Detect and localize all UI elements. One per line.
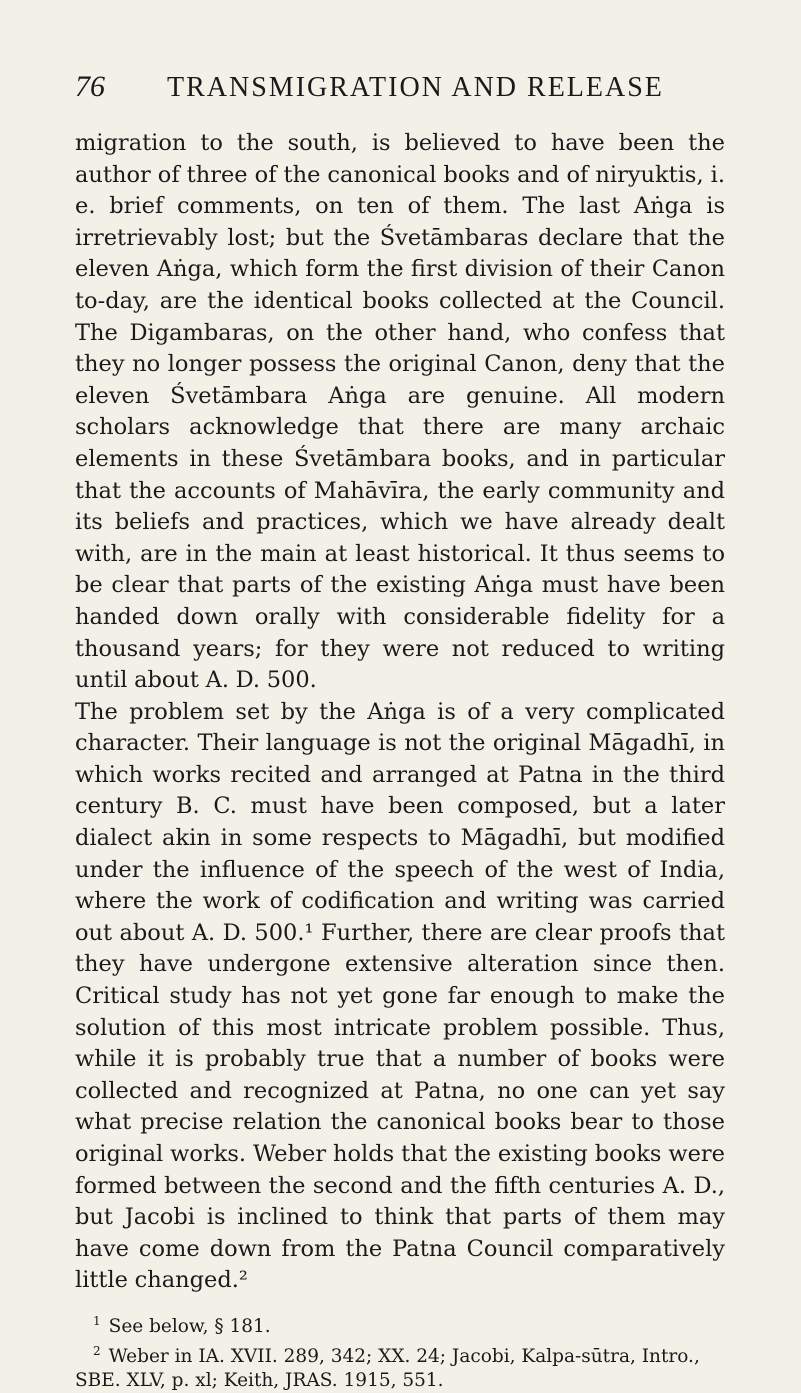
footnote-2-marker: 2	[93, 1344, 101, 1359]
body-text	[75, 128, 725, 1297]
footnote-1-marker: 1	[93, 1313, 101, 1328]
page-header	[75, 70, 725, 118]
paragraph-2: The problem set by the Aṅga is of a very complicated character. Their language is not the original Māgadhī, in which works recited and arranged at Patna in the third century B. C. must have been composed, but a later dialect akin in some respects to Māgadhī, but modified under the influence of the speech of the west of India, where the work of codification and writing was carried out about A. D. 500.¹ Further, there are clear proofs that they have undergone extensive alteration since then. Critical study has not yet gone far enough to make the solution of this most intricate problem possible. Thus, while it is probably true that a number of books were collected and recognized at Patna, no one can yet say what precise relation the canonical books bear to those original works. Weber holds that the existing books were formed between the second and the fifth centuries A. D., but Jacobi is inclined to think that parts of them may have come down from the Patna Council comparatively little changed.²	[75, 698, 725, 1294]
footnote-2-text: Weber in IA. XVII. 289, 342; XX. 24; Jacobi, Kalpa-sūtra, Intro., SBE. XLV, p. xl; Keith, JRAS. 1915, 551.	[75, 1346, 700, 1392]
paragraph-1: migration to the south, is believed to have been the author of three of the canonical books and of niryuktis, i. e. brief comments, on ten of them. The last Aṅga is irretrievably lost; but the Śvetāmbaras declare that the eleven Aṅga, which form the first division of their Canon to-day, are the identical books collected at the Council. The Digambaras, on the other hand, who confess that they no longer possess the original Canon, deny that the eleven Śvetāmbara Aṅga are genuine. All modern scholars acknowledge that there are many archaic elements in these Śvetāmbara books, and in particular that the accounts of Mahāvīra, the early community and its beliefs and practices, which we have already dealt with, are in the main at least historical. It thus seems to be clear that parts of the existing Aṅga must have been handed down orally with considerable fidelity for a thousand years; for they were not reduced to writing until about A. D. 500.	[75, 130, 725, 694]
footnote-1	[75, 1309, 725, 1339]
running-head: TRANSMIGRATION AND RELEASE	[167, 72, 664, 103]
page-number: 76	[75, 70, 105, 103]
footnote-1-text: See below, § 181.	[108, 1316, 271, 1338]
book-page	[75, 70, 725, 1393]
footnote-2	[75, 1339, 725, 1393]
footnotes	[75, 1309, 725, 1393]
